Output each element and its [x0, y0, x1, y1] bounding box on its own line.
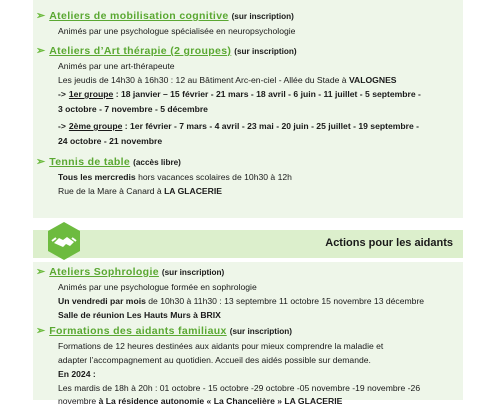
- formations-year: En 2024 :: [58, 369, 96, 379]
- sophrologie-dates: de 10h30 à 11h30 : 13 septembre 11 octobre 15 novembre 13 décembre: [145, 296, 425, 306]
- group1-label: 1er groupe: [68, 89, 114, 99]
- tennis-line2: [58, 186, 222, 196]
- mobilisation-heading: [36, 9, 294, 22]
- formations-dates1: Les mardis de 18h à 20h : 01 octobre - 15 octobre -29 octobre -05 novembre -19 novembre -26: [58, 383, 421, 393]
- checkmark-arrow-icon: ➢: [36, 10, 46, 22]
- group2-dates: : 1er février - 7 mars - 4 avril - 23 mai - 20 juin - 25 juillet - 19 septembre -: [122, 121, 419, 131]
- mobilisation-title: Ateliers de mobilisation cognitive: [49, 10, 229, 22]
- tennis-address: Rue de la Mare à Canard à: [58, 186, 165, 196]
- tennis-line1: [58, 172, 292, 182]
- sophrologie-frequency: Un vendredi par mois: [58, 296, 146, 306]
- tennis-hours: hors vacances scolaires de 10h30 à 12h: [135, 172, 292, 182]
- formations-dates2-prefix: novembre: [58, 396, 99, 406]
- art-therapie-desc: Animés par une art-thérapeute: [58, 61, 175, 71]
- tennis-city: LA GLACERIE: [164, 186, 222, 196]
- handshake-hexagon-icon: [46, 221, 82, 261]
- art-therapie-title: Ateliers d’Art thérapie (2 groupes): [49, 45, 232, 57]
- tennis-heading: [36, 155, 181, 168]
- group2-line1: [58, 121, 419, 131]
- schedule-text: Les jeudis de 14h30 à 16h30 : 12 au Bâtiment Arc-en-ciel - Allée du Stade à: [58, 75, 347, 85]
- formations-desc2: adapter l’accompagnement au quotidien. Accueil des aidés possible sur demande.: [58, 355, 371, 365]
- group2-line2: 24 octobre - 21 novembre: [58, 136, 163, 146]
- group2-label: 2ème groupe: [68, 121, 123, 131]
- formations-desc1: Formations de 12 heures destinées aux aidants pour mieux comprendre la maladie et: [58, 341, 384, 351]
- group2-arrow: ->: [58, 121, 66, 131]
- checkmark-arrow-icon: ➢: [36, 156, 46, 168]
- caregivers-banner: [33, 230, 463, 258]
- group1-line2: 3 octobre - 7 novembre - 5 décembre: [58, 104, 208, 114]
- mobilisation-note: (sur inscription): [231, 12, 294, 21]
- group1-dates: : 18 janvier – 15 février - 21 mars - 18 avril - 6 juin - 11 juillet - 5 septembre -: [113, 89, 421, 99]
- tennis-note: (accès libre): [133, 158, 181, 167]
- art-therapie-note: (sur inscription): [234, 47, 297, 56]
- sophrologie-desc: Animés par une psychologue formée en sophrologie: [58, 282, 257, 292]
- formations-heading: [36, 324, 292, 337]
- group1-arrow: ->: [58, 89, 66, 99]
- tennis-frequency: Tous les mercredis: [58, 172, 136, 182]
- banner-title: Actions pour les aidants: [325, 237, 453, 249]
- checkmark-arrow-icon: ➢: [36, 266, 46, 278]
- formations-dates2: [58, 396, 342, 406]
- sophrologie-title: Ateliers Sophrologie: [49, 266, 159, 278]
- sophrologie-place: Salle de réunion Les Hauts Murs à BRIX: [58, 310, 221, 320]
- art-therapie-heading: [36, 44, 297, 57]
- formations-title: Formations des aidants familiaux: [49, 325, 227, 337]
- formations-note: (sur inscription): [229, 327, 293, 336]
- group1-line1: [58, 89, 421, 99]
- schedule-city: VALOGNES: [348, 75, 397, 85]
- mobilisation-desc: Animés par une psychologue spécialisée en neuropsychologie: [58, 26, 296, 36]
- formations-venue: à La résidence autonomie « La Chancelière » LA GLACERIE: [98, 396, 343, 406]
- art-therapie-schedule: [58, 75, 397, 85]
- sophrologie-note: (sur inscription): [161, 268, 225, 277]
- tennis-title: Tennis de table: [49, 156, 131, 168]
- sophrologie-schedule: [58, 296, 424, 306]
- checkmark-arrow-icon: ➢: [36, 325, 46, 337]
- sophrologie-heading: [36, 265, 224, 278]
- checkmark-arrow-icon: ➢: [36, 45, 46, 57]
